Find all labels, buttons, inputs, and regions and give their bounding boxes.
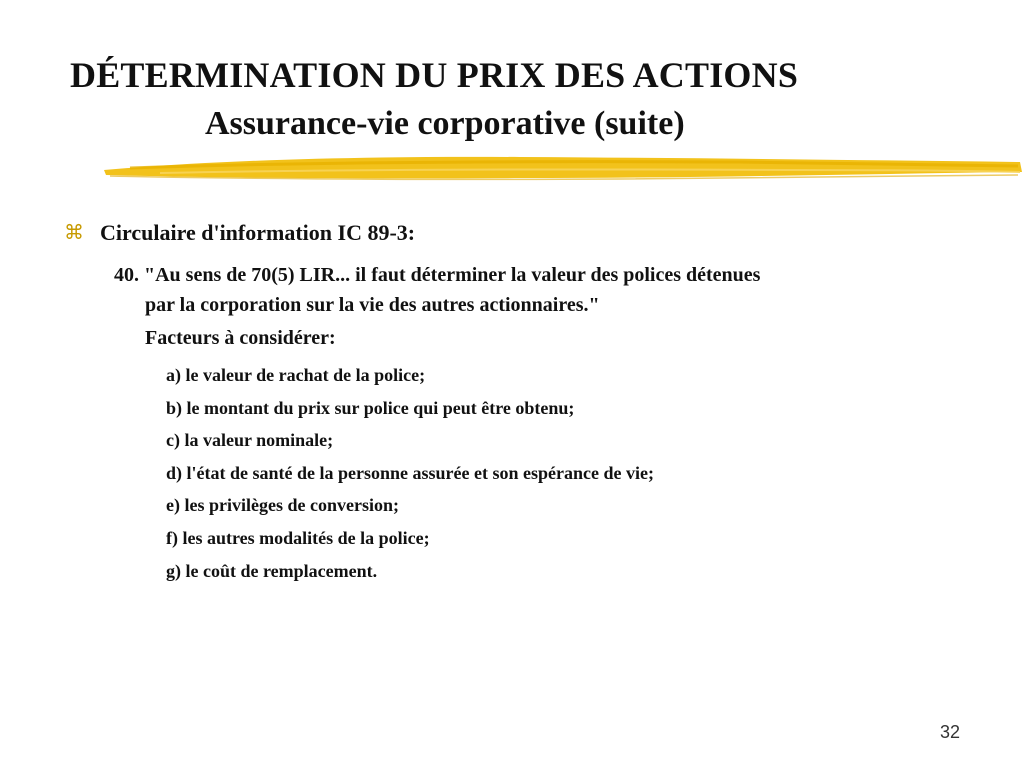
factor-item: c) la valeur nominale; [166,430,334,451]
quote-line-1: "Au sens de 70(5) LIR... il faut déterminer la valeur des polices détenues [144,264,761,286]
slide-subtitle: Assurance-vie corporative (suite) [205,105,685,142]
factor-item: b) le montant du prix sur police qui peut être obtenu; [166,397,575,418]
factor-item: a) le valeur de rachat de la police; [166,365,426,385]
bullet-heading: Circulaire d'information IC 89-3: [100,220,416,245]
quote-paragraph [114,260,964,320]
command-icon: ⌘ [64,220,84,244]
bullet-item-circulaire [64,220,415,246]
page-number: 32 [939,722,960,742]
factors-label: Facteurs à considérer: [145,327,336,349]
factor-item: e) les privilèges de conversion; [166,495,399,516]
slide-title: DÉTERMINATION DU PRIX DES ACTIONS [70,55,799,95]
factor-item: g) le coût de remplacement. [166,560,378,581]
quote-number: 40. [114,264,139,286]
factors-list [166,363,654,591]
factor-item: d) l'état de santé de la personne assurée et son espérance de vie; [166,462,654,483]
quote-line-2: par la corporation sur la vie des autres actionnaires." [145,294,600,316]
factor-item: f) les autres modalités de la police; [166,527,430,548]
brush-stroke-decoration [100,148,1024,188]
